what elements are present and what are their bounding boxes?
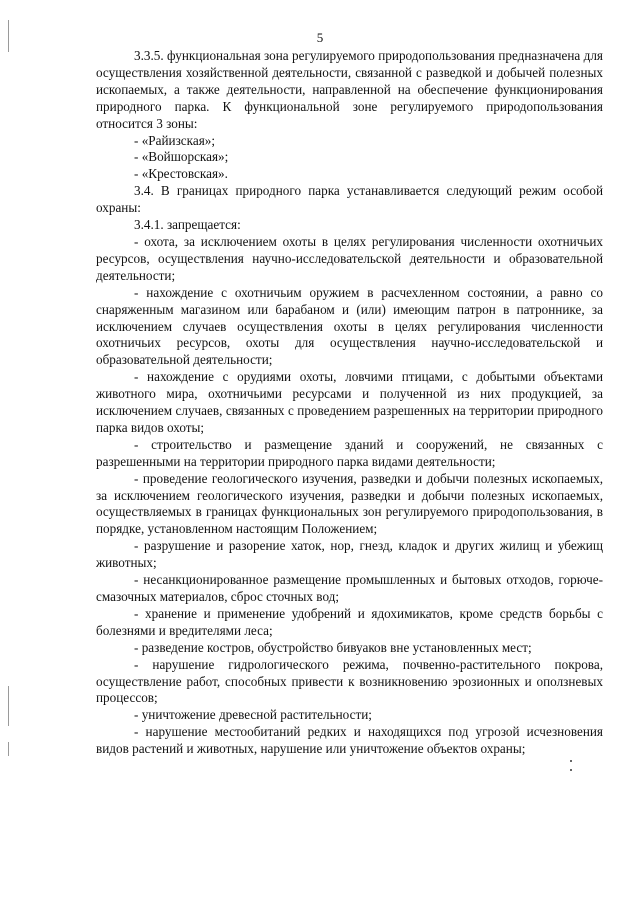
paragraph: - разведение костров, обустройство бивуаков вне установленных мест; <box>134 639 532 655</box>
paragraph: - нахождение с орудиями охоты, ловчими птицами, с добытыми объектами животного мира, охотничьими ресурсами и полученной из них продукцией, за исключением случаев, связанных с проведением разрешенных на территории природного парка видов охоты; <box>96 369 603 435</box>
paragraph: - охота, за исключением охоты в целях регулирования численности охотничьих ресурсов, осуществления научно-исследовательской деятельности и образовательной деятельности; <box>96 233 603 283</box>
paragraph: - разрушение и разорение хаток, нор, гнезд, кладок и других жилищ и убежищ животных; <box>96 538 603 571</box>
scan-edge-mark <box>8 686 9 726</box>
paragraph: - «Райизская»; <box>134 132 216 148</box>
paragraph: 3.4.1. запрещается: <box>134 217 241 233</box>
paragraph: - строительство и размещение зданий и сооружений, не связанных с разрешенными на территории природного парка видами деятельности; <box>96 436 603 469</box>
paragraph: - нарушение гидрологического режима, почвенно-растительного покрова, осуществление работ, способных привести к возникновению эрозионных и оползневых процессов; <box>96 656 603 706</box>
document-body <box>96 48 603 758</box>
paragraph: - несанкционированное размещение промышленных и бытовых отходов, горюче-смазочных материалов, сброс сточных вод; <box>96 572 603 604</box>
scan-dot <box>570 760 572 762</box>
paragraph: - уничтожение древесной растительности; <box>134 707 372 723</box>
paragraph: - «Крестовская». <box>134 166 228 182</box>
paragraph: - хранение и применение удобрений и ядохимикатов, кроме средств борьбы с болезнями и вредителями леса; <box>96 605 603 638</box>
paragraph: - проведение геологического изучения, разведки и добычи полезных ископаемых, за исключением геологического изучения, разведки и добычи полезных ископаемых, осуществляемых в границах функциональных зон регулируемого природопользования, в порядке, установленном настоящим Положением; <box>96 470 603 537</box>
paragraph: 3.4. В границах природного парка устанавливается следующий режим особой охраны: <box>96 183 603 216</box>
page-number: 5 <box>316 30 324 45</box>
paragraph: - нарушение местообитаний редких и находящихся под угрозой исчезновения видов растений и животных, нарушение или уничтожение объектов охраны; <box>96 724 603 757</box>
scan-edge-mark <box>8 742 9 756</box>
scan-dot <box>570 769 572 771</box>
paragraph: - «Войшорская»; <box>134 149 229 165</box>
paragraph: 3.3.5. функциональная зона регулируемого природопользования предназначена для осуществления хозяйственной деятельности, связанной с разведкой и добычей полезных ископаемых, а также деятельности, направленной на обеспечение функционирования природного парка. К функциональной зоне регулируемого природопользования относится 3 зоны: <box>96 48 603 131</box>
paragraph: - нахождение с охотничьим оружием в расчехленном состоянии, а равно со снаряженным магазином или барабаном и (или) имеющим патрон в патроннике, за исключением случаев осуществления охоты в целях регулирования численности охотничьих ресурсов, охоты для осуществления научно-исследовательской и образовательной деятельности; <box>96 284 603 368</box>
